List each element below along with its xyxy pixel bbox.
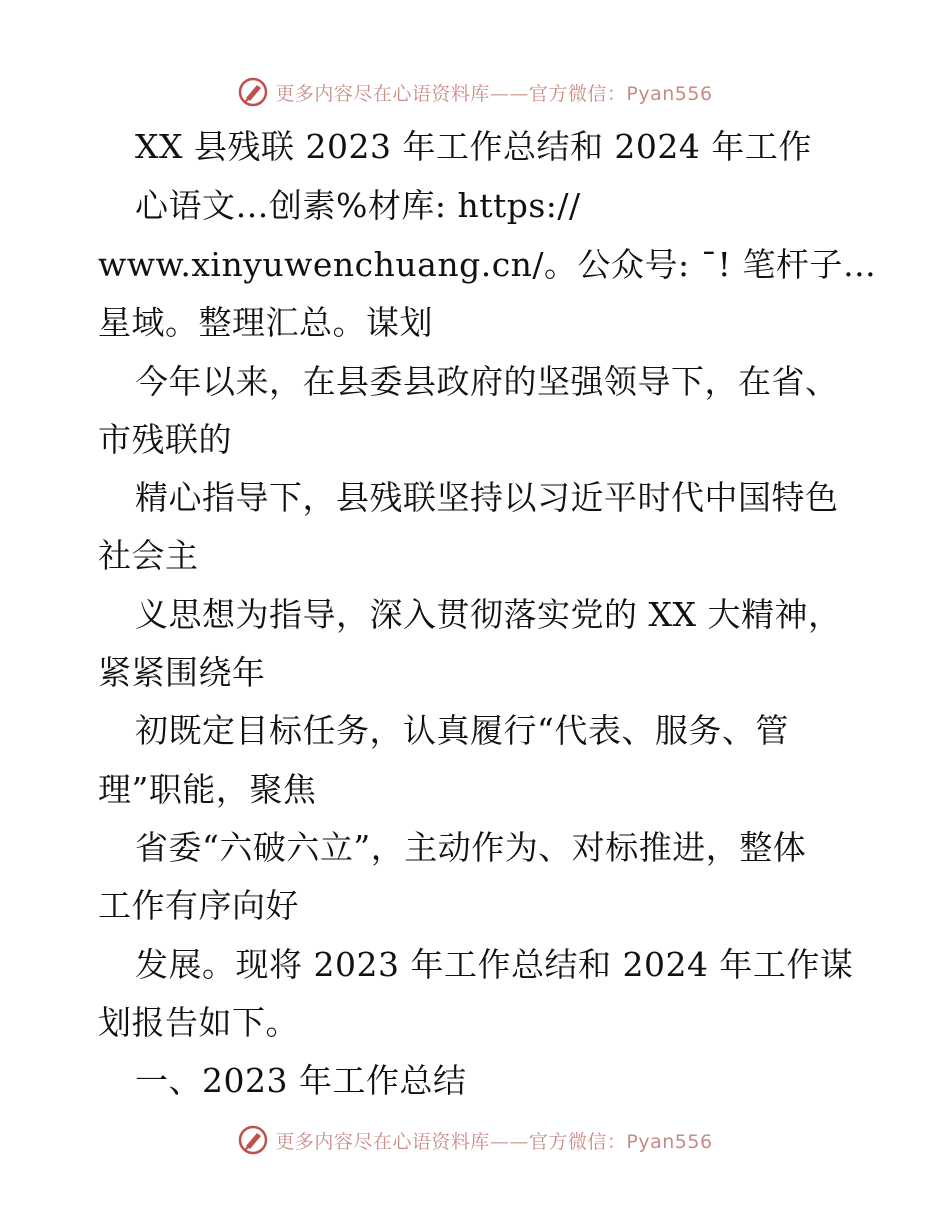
- text-line: 心语文…创素%材库: https://: [135, 186, 581, 225]
- document-title: XX 县残联 2023 年工作总结和 2024 年工作: [135, 127, 812, 166]
- text-line: 紧紧围绕年: [98, 653, 266, 692]
- text-line: 精心指导下，县残联坚持以习近平时代中国特色: [135, 478, 839, 517]
- text-line: 社会主: [98, 536, 199, 575]
- watermark-main: 更多内容尽在心语资料库: [275, 1130, 490, 1153]
- text-line: 理”职能，聚焦: [98, 770, 317, 809]
- watermark-dash: ——: [489, 82, 529, 105]
- watermark-text: [275, 1127, 712, 1154]
- text-line: 省委“六破六立”，主动作为、对标推进，整体: [135, 828, 807, 867]
- text-line: 义思想为指导，深入贯彻落实党的 XX 大精神，: [135, 595, 842, 634]
- pen-logo-icon: [237, 76, 269, 108]
- text-line: 市残联的: [98, 420, 232, 459]
- header-watermark-banner: [0, 72, 950, 112]
- text-line: 划报告如下。: [98, 1003, 299, 1042]
- text-line: www.xinyuwenchuang.cn/。公众号: ¯! 笔杆子…: [98, 245, 877, 284]
- watermark-text: [275, 79, 712, 106]
- watermark-wechat: 官方微信：Pyan556: [528, 82, 713, 105]
- watermark-wechat: 官方微信：Pyan556: [528, 1130, 713, 1153]
- text-line: 初既定目标任务，认真履行“代表、服务、管: [135, 711, 789, 750]
- text-line: 发展。现将 2023 年工作总结和 2024 年工作谋: [135, 945, 854, 984]
- watermark-dash: ——: [489, 1130, 529, 1153]
- section-heading: 一、2023 年工作总结: [135, 1061, 467, 1100]
- footer-watermark-banner: [0, 1120, 950, 1160]
- watermark-main: 更多内容尽在心语资料库: [275, 82, 490, 105]
- text-line: 今年以来，在县委县政府的坚强领导下，在省、: [135, 362, 839, 401]
- text-line: 星域。整理汇总。谋划: [98, 303, 433, 342]
- pen-logo-icon: [237, 1124, 269, 1156]
- text-line: 工作有序向好: [98, 886, 299, 925]
